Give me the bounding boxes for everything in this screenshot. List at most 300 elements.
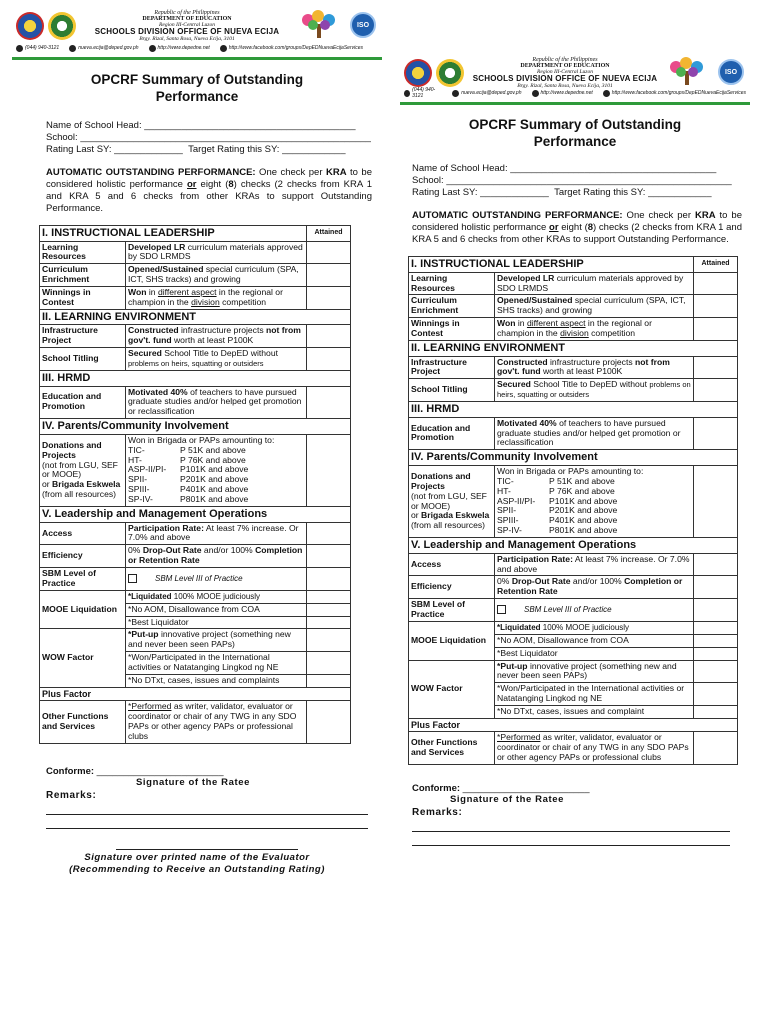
auto-kra: KRA xyxy=(694,210,716,222)
category-donations-projects xyxy=(40,434,126,506)
email-item xyxy=(452,90,521,97)
address-text: Brgy. Rizal, Santa Rosa, Nueva Ecija, 3101 xyxy=(517,82,613,89)
evaluator-signature-line[interactable] xyxy=(116,849,298,850)
category-education-promotion: Education and Promotion xyxy=(409,417,495,450)
facebook-text: http://www.facebook.com/groups/DepEDNuevaEcijaServices xyxy=(228,45,364,51)
table-row xyxy=(409,318,738,341)
section-instructional-leadership: I. INSTRUCTIONAL LEADERSHIP xyxy=(40,225,307,241)
criterion-text: At least 7% increase. Or 7.0% and above xyxy=(497,553,690,574)
table-row xyxy=(40,545,351,568)
attained-checkbox[interactable] xyxy=(694,683,738,706)
criterion-text: 0% xyxy=(497,576,512,587)
donation-amount: P 51K and above xyxy=(180,444,246,455)
section-plus-factor: Plus Factor xyxy=(40,687,351,700)
criterion-cell xyxy=(495,621,694,634)
category-winnings-in-contest: Winnings in Contest xyxy=(409,318,495,341)
attained-checkbox[interactable] xyxy=(307,616,351,629)
criterion-cell xyxy=(126,568,307,591)
division-name: SCHOOLS DIVISION OFFICE OF NUEVA ECIJA xyxy=(472,74,658,84)
attained-checkbox[interactable] xyxy=(694,356,738,379)
kra-table xyxy=(39,225,351,744)
criterion-text: infrastructure projects xyxy=(547,356,636,367)
attained-checkbox[interactable] xyxy=(694,379,738,402)
auto-eight: 8 xyxy=(228,179,234,191)
remarks-line[interactable] xyxy=(46,815,368,829)
criterion-cell xyxy=(495,295,694,318)
attained-checkbox[interactable] xyxy=(694,318,738,341)
attained-checkbox[interactable] xyxy=(307,287,351,310)
school-field[interactable]: School: ______________________________________________________ xyxy=(412,174,732,186)
attained-header: Attained xyxy=(694,257,738,273)
attained-checkbox[interactable] xyxy=(694,647,738,660)
criterion-cell xyxy=(126,241,307,264)
rating-field[interactable]: Rating Last SY: _____________ Target Rating this SY: ____________ xyxy=(412,186,712,198)
criterion-text: innovative project (something new and never been seen PAPs) xyxy=(497,660,677,681)
attained-checkbox[interactable] xyxy=(307,325,351,348)
donation-position: ASP-II/PI- xyxy=(128,464,167,475)
school-head-field[interactable]: Name of School Head: ________________________________________ xyxy=(46,119,356,131)
email-icon xyxy=(452,90,459,97)
donation-position: SPII- xyxy=(497,505,517,516)
donation-position: SPIII- xyxy=(128,484,150,495)
criterion-text: infrastructure projects xyxy=(178,325,267,336)
section-row xyxy=(409,340,738,356)
donation-amount: P 76K and above xyxy=(549,485,615,496)
table-row xyxy=(409,553,738,576)
criterion-bold: Motivated 40% xyxy=(128,386,188,397)
letterhead xyxy=(400,55,750,105)
rating-field[interactable]: Rating Last SY: _____________ Target Rating this SY: ____________ xyxy=(46,143,346,155)
criterion-cell xyxy=(495,576,694,599)
division-seal-icon xyxy=(48,12,76,40)
attained-checkbox[interactable] xyxy=(307,434,351,506)
remarks-label: Remarks: xyxy=(46,789,97,801)
attained-checkbox[interactable] xyxy=(307,568,351,591)
criterion-cell xyxy=(126,287,307,310)
region-text: Region III-Central Luzon xyxy=(159,21,215,28)
donation-position: SP-IV- xyxy=(497,525,522,536)
criterion-underline: *Performed xyxy=(128,701,172,712)
donation-position: ASP-II/PI- xyxy=(497,495,536,506)
donation-amount: P801K and above xyxy=(180,494,249,505)
criterion-text: 100% MOOE judiciously xyxy=(171,591,261,601)
criterion-text: curriculum materials approved by SDO LRMDS xyxy=(497,272,684,293)
table-row xyxy=(409,732,738,765)
donation-amount: P 51K and above xyxy=(549,475,615,486)
donation-amount: P801K and above xyxy=(549,525,618,536)
criterion-cell: *No AOM, Disallowance from COA xyxy=(495,634,694,647)
title-line-1: OPCRF Summary of Outstanding xyxy=(468,117,682,132)
criterion-cell xyxy=(495,599,694,622)
checkbox-icon[interactable] xyxy=(497,605,506,614)
email-text: nueva.ecija@deped.gov.ph xyxy=(461,90,522,96)
info-fields xyxy=(46,120,382,156)
attained-checkbox[interactable] xyxy=(307,545,351,568)
category-winnings-in-contest: Winnings in Contest xyxy=(40,287,126,310)
criterion-text: as writer, validator, evaluator or coordinator or chair of any TWG in any SDO PAPs or other agency PAPs or professional clubs xyxy=(497,732,689,763)
department-text: DEPARTMENT OF EDUCATION xyxy=(142,16,232,23)
criterion-bold: not from gov't. fund xyxy=(497,356,670,377)
section-row xyxy=(409,450,738,466)
attained-checkbox[interactable] xyxy=(694,465,738,537)
criterion-cell xyxy=(126,434,307,506)
auto-text: to be considered holistic performance xyxy=(46,167,372,191)
donation-list xyxy=(128,446,304,505)
criterion-cell xyxy=(495,465,694,537)
conforme-label: Conforme: xyxy=(46,765,95,777)
auto-label: AUTOMATIC OUTSTANDING PERFORMANCE: xyxy=(46,167,256,179)
category-text: or xyxy=(42,479,53,490)
donation-position: HT- xyxy=(128,454,142,465)
criterion-text: competition xyxy=(219,296,267,307)
website-text: http://www.depedne.net xyxy=(540,90,593,96)
attained-checkbox[interactable] xyxy=(694,576,738,599)
criterion-text: worth at least P100K xyxy=(171,335,254,346)
facebook-text: http://www.facebook.com/groups/DepEDNuevaEcijaServices xyxy=(611,90,746,96)
phone-text: (044) 940-3121 xyxy=(412,87,436,99)
attained-checkbox[interactable] xyxy=(694,417,738,450)
criterion-cell: *No DTxt, cases, issues and complaint xyxy=(495,706,694,719)
category-sbm-level: SBM Level of Practice xyxy=(40,568,126,591)
criterion-bold: Completion or Retention Rate xyxy=(497,576,683,597)
automatic-outstanding-note xyxy=(412,210,742,246)
criterion-text: and/or 100% xyxy=(570,576,625,587)
address-text: Brgy. Rizal, Santa Rosa, Nueva Ecija, 3101 xyxy=(139,35,235,42)
criterion-bold: not from gov't. fund xyxy=(128,325,301,346)
website-text: http://www.depedne.net xyxy=(157,45,210,51)
criterion-bold: *Liquidated xyxy=(497,622,541,632)
auto-kra: KRA xyxy=(325,167,347,179)
evaluator-caption-line-1: Signature over printed name of the Evaluator xyxy=(84,851,310,863)
table-row xyxy=(409,599,738,622)
attained-checkbox[interactable] xyxy=(694,706,738,719)
auto-text: ) checks (2 checks from KRA 1 and KRA 5 and 6 checks from other KRAs to support Outstanding Performance. xyxy=(412,222,743,246)
attained-checkbox[interactable] xyxy=(694,553,738,576)
criterion-bold: Secured xyxy=(128,348,162,359)
attained-checkbox[interactable] xyxy=(307,590,351,603)
attained-checkbox[interactable] xyxy=(307,629,351,652)
iso-label: ISO xyxy=(724,68,738,76)
criterion-underline: different aspect xyxy=(157,287,217,298)
table-row xyxy=(40,264,351,287)
criterion-cell: *No DTxt, cases, issues and complaints xyxy=(126,674,307,687)
donation-position: TIC- xyxy=(128,444,145,455)
category-text: (not from LGU, SEF or MOOE) xyxy=(411,490,487,511)
section-row xyxy=(409,718,738,731)
criterion-text: of teachers to have pursued graduate studies and/or helped get promotion or reclassification xyxy=(497,417,681,448)
page-title xyxy=(400,117,750,151)
criterion-underline: division xyxy=(560,328,589,339)
signature-ratee-label: Signature of the Ratee xyxy=(136,776,251,788)
category-wow-factor: WOW Factor xyxy=(40,629,126,687)
criterion-text: special curriculum (SPA, ICT, SHS tracks) and growing xyxy=(497,295,686,316)
criterion-bold: Secured xyxy=(497,379,531,390)
title-line-2: Performance xyxy=(155,88,239,104)
criterion-bold: Constructed xyxy=(497,356,548,367)
criterion-text: At least 7% increase. Or 7.0% and above xyxy=(128,522,299,543)
criterion-cell xyxy=(495,660,694,683)
section-parents-community: IV. Parents/Community Involvement xyxy=(40,419,351,435)
criterion-text: competition xyxy=(588,328,636,339)
website-item xyxy=(149,45,210,52)
donation-intro: Won in Brigada or PAPs amounting to: xyxy=(128,434,275,445)
criterion-underline: *Performed xyxy=(497,732,541,743)
donation-amount: P201K and above xyxy=(549,505,618,516)
criterion-bold: Won xyxy=(497,318,516,329)
table-row xyxy=(409,660,738,683)
auto-text: One check per xyxy=(622,210,695,222)
category-school-titling: School Titling xyxy=(40,348,126,371)
iso-label: ISO xyxy=(356,21,370,29)
criterion-cell xyxy=(495,272,694,295)
category-school-titling: School Titling xyxy=(409,379,495,402)
school-label: School: xyxy=(46,131,78,143)
auto-text: to be considered holistic performance xyxy=(412,210,742,234)
school-label: School: xyxy=(412,174,444,186)
table-row xyxy=(409,465,738,537)
auto-or: or xyxy=(187,179,197,191)
globe-icon xyxy=(532,90,539,97)
criterion-cell xyxy=(126,325,307,348)
donation-position: SPIII- xyxy=(497,515,519,526)
criterion-text: School Title to DepED without xyxy=(161,348,278,359)
attained-checkbox[interactable] xyxy=(694,599,738,622)
category-text: (from all resources) xyxy=(42,489,117,500)
criterion-bold: *Put-up xyxy=(128,629,159,640)
page-title xyxy=(12,72,382,106)
target-label: Target Rating this SY: xyxy=(554,186,646,198)
category-text: Donations and Projects xyxy=(411,470,471,491)
criterion-cell xyxy=(126,629,307,652)
phone-text: (044) 940-3121 xyxy=(25,45,60,51)
remarks-label: Remarks: xyxy=(412,806,463,818)
table-row xyxy=(409,576,738,599)
attained-checkbox[interactable] xyxy=(307,674,351,687)
criterion-cell: *Best Liquidator xyxy=(495,647,694,660)
criterion-bold: Participation Rate: xyxy=(128,522,204,533)
criterion-text: School Title to DepED without xyxy=(530,379,650,390)
section-row xyxy=(40,370,351,386)
division-name: SCHOOLS DIVISION OFFICE OF NUEVA ECIJA xyxy=(94,27,280,37)
donation-amount: P401K and above xyxy=(180,484,249,495)
table-row xyxy=(409,295,738,318)
criterion-cell xyxy=(126,348,307,371)
rating-last-label: Rating Last SY: xyxy=(412,186,478,198)
criterion-cell: *No AOM, Disallowance from COA xyxy=(126,603,307,616)
attained-checkbox[interactable] xyxy=(307,701,351,744)
rating-last-label: Rating Last SY: xyxy=(46,143,112,155)
remarks-line[interactable] xyxy=(412,818,730,832)
section-parents-community: IV. Parents/Community Involvement xyxy=(409,450,738,466)
criterion-text: problems on heirs, squatting or outsiders xyxy=(497,380,691,400)
criterion-text: as writer, validator, evaluator or coordinator or chair of any TWG in any SDO PAPs or other agency PAPs or professional clubs xyxy=(128,701,297,741)
section-row xyxy=(40,687,351,700)
name-label: Name of School Head: xyxy=(412,162,508,174)
conforme-field[interactable]: Conforme: ________________________ xyxy=(412,782,590,794)
auto-text: eight ( xyxy=(558,222,588,234)
attained-checkbox[interactable] xyxy=(694,621,738,634)
attained-checkbox[interactable] xyxy=(307,348,351,371)
deped-seal-icon xyxy=(16,12,44,40)
criterion-text: 100% MOOE judiciously xyxy=(540,622,630,632)
criterion-bold: Developed LR xyxy=(128,241,186,252)
phone-icon xyxy=(16,45,23,52)
name-label: Name of School Head: xyxy=(46,119,142,131)
table-row xyxy=(409,621,738,634)
criterion-cell xyxy=(495,417,694,450)
criterion-cell xyxy=(495,318,694,341)
table-row xyxy=(40,590,351,603)
attained-checkbox[interactable] xyxy=(307,652,351,675)
remarks-line[interactable] xyxy=(412,832,730,846)
criterion-text: special curriculum (SPA, ICT, SHS tracks) and growing xyxy=(128,264,299,285)
table-row xyxy=(409,272,738,295)
letterhead xyxy=(12,8,382,60)
conforme-label: Conforme: xyxy=(412,782,461,794)
evaluator-caption xyxy=(12,852,382,878)
donation-position: HT- xyxy=(497,485,511,496)
category-text: Donations and Projects xyxy=(42,439,102,460)
criterion-bold: Motivated 40% xyxy=(497,417,557,428)
attained-checkbox[interactable] xyxy=(694,732,738,765)
auto-label: AUTOMATIC OUTSTANDING PERFORMANCE: xyxy=(412,210,623,222)
section-leadership-management: V. Leadership and Management Operations xyxy=(409,538,738,554)
contact-bar xyxy=(404,87,746,99)
category-infrastructure-project: Infrastructure Project xyxy=(409,356,495,379)
school-head-field[interactable]: Name of School Head: _______________________________________ xyxy=(412,162,717,174)
attained-header: Attained xyxy=(307,225,351,241)
criterion-cell xyxy=(126,545,307,568)
criterion-text: SBM Level III of Practice xyxy=(524,605,612,615)
auto-eight: 8 xyxy=(587,222,594,234)
globe-icon xyxy=(149,45,156,52)
criterion-bold: Developed LR xyxy=(497,272,555,283)
phone-item xyxy=(404,87,442,99)
phone-item xyxy=(16,45,59,52)
category-efficiency: Efficiency xyxy=(40,545,126,568)
iso-badge-icon xyxy=(350,12,376,38)
automatic-outstanding-note xyxy=(46,167,372,215)
school-field[interactable]: School: _______________________________________________________ xyxy=(46,131,371,143)
criterion-cell xyxy=(495,553,694,576)
criterion-cell: *Best Liquidator xyxy=(126,616,307,629)
criterion-bold: Constructed xyxy=(128,325,179,336)
criterion-text: curriculum materials approved by SDO LRMDS xyxy=(128,241,303,262)
section-row xyxy=(409,402,738,418)
facebook-item xyxy=(603,90,746,97)
auto-or: or xyxy=(549,222,559,234)
form-sheet-left xyxy=(12,8,382,877)
category-text: or xyxy=(411,510,422,521)
criterion-cell xyxy=(495,379,694,402)
criterion-bold: Opened/Sustained xyxy=(128,264,204,275)
criterion-bold: *Liquidated xyxy=(128,591,172,601)
section-learning-environment: II. LEARNING ENVIRONMENT xyxy=(40,309,351,325)
criterion-bold: Completion or Retention Rate xyxy=(128,545,303,566)
table-row xyxy=(40,701,351,744)
category-sbm-level: SBM Level of Practice xyxy=(409,599,495,622)
table-row xyxy=(40,325,351,348)
category-other-functions: Other Functions and Services xyxy=(40,701,126,744)
criterion-underline: different aspect xyxy=(526,318,586,329)
criterion-text: 0% xyxy=(128,545,143,556)
facebook-item xyxy=(220,45,363,52)
attained-checkbox[interactable] xyxy=(307,386,351,419)
criterion-text: problems on heirs, squatting or outsiders xyxy=(128,359,264,369)
criterion-bold: *Put-up xyxy=(497,660,528,671)
criterion-text: in xyxy=(515,318,527,329)
criterion-bold: Opened/Sustained xyxy=(497,295,573,306)
deped-seal-icon xyxy=(404,59,432,87)
table-row xyxy=(409,417,738,450)
remarks-line[interactable] xyxy=(46,801,368,815)
criterion-cell xyxy=(495,732,694,765)
attained-checkbox[interactable] xyxy=(307,264,351,287)
website-item xyxy=(532,90,593,97)
tree-logo-icon xyxy=(664,57,710,87)
tree-logo-icon xyxy=(296,10,342,40)
donation-amount: P201K and above xyxy=(180,474,249,485)
category-curriculum-enrichment: Curriculum Enrichment xyxy=(40,264,126,287)
attained-checkbox[interactable] xyxy=(694,634,738,647)
donation-amount: P101K and above xyxy=(549,495,618,506)
facebook-icon xyxy=(603,90,610,97)
section-leadership-management: V. Leadership and Management Operations xyxy=(40,506,351,522)
criterion-cell: *Won/Participated in the International activities or Natatanging Lingkod ng NE xyxy=(126,652,307,675)
category-mooe-liquidation: MOOE Liquidation xyxy=(409,621,495,660)
attained-checkbox[interactable] xyxy=(694,272,738,295)
criterion-bold: Participation Rate: xyxy=(497,553,573,564)
phone-icon xyxy=(404,90,410,97)
attained-checkbox[interactable] xyxy=(694,660,738,683)
section-instructional-leadership: I. INSTRUCTIONAL LEADERSHIP xyxy=(409,257,694,273)
table-row xyxy=(40,522,351,545)
division-seal-icon xyxy=(436,59,464,87)
category-education-promotion: Education and Promotion xyxy=(40,386,126,419)
table-row xyxy=(40,348,351,371)
donation-amount: P 76K and above xyxy=(180,454,246,465)
target-label: Target Rating this SY: xyxy=(188,143,280,155)
table-row xyxy=(409,356,738,379)
criterion-text: in the regional or champion in the xyxy=(128,287,283,307)
criterion-cell: *Won/Participated in the International activities or Natatanging Lingkod ng NE xyxy=(495,683,694,706)
category-efficiency: Efficiency xyxy=(409,576,495,599)
category-learning-resources: Learning Resources xyxy=(409,272,495,295)
email-item xyxy=(69,45,138,52)
conforme-field[interactable]: Conforme: ________________________ xyxy=(46,765,224,777)
category-other-functions: Other Functions and Services xyxy=(409,732,495,765)
criterion-bold: Won xyxy=(128,287,147,298)
section-row xyxy=(40,309,351,325)
category-access: Access xyxy=(409,553,495,576)
letterhead-text xyxy=(472,57,658,90)
attained-checkbox[interactable] xyxy=(694,295,738,318)
attained-checkbox[interactable] xyxy=(307,522,351,545)
table-row xyxy=(40,568,351,591)
region-text: Region III-Central Luzon xyxy=(537,68,593,75)
attained-checkbox[interactable] xyxy=(307,241,351,264)
signature-ratee-label: Signature of the Ratee xyxy=(450,793,565,805)
donation-position: SPII- xyxy=(128,474,148,485)
iso-badge-icon xyxy=(718,59,744,85)
donation-list xyxy=(497,477,691,536)
table-row xyxy=(40,629,351,652)
attained-checkbox[interactable] xyxy=(307,603,351,616)
criterion-cell xyxy=(126,701,307,744)
section-row xyxy=(409,257,738,273)
checkbox-icon[interactable] xyxy=(128,574,137,583)
table-row xyxy=(409,379,738,402)
